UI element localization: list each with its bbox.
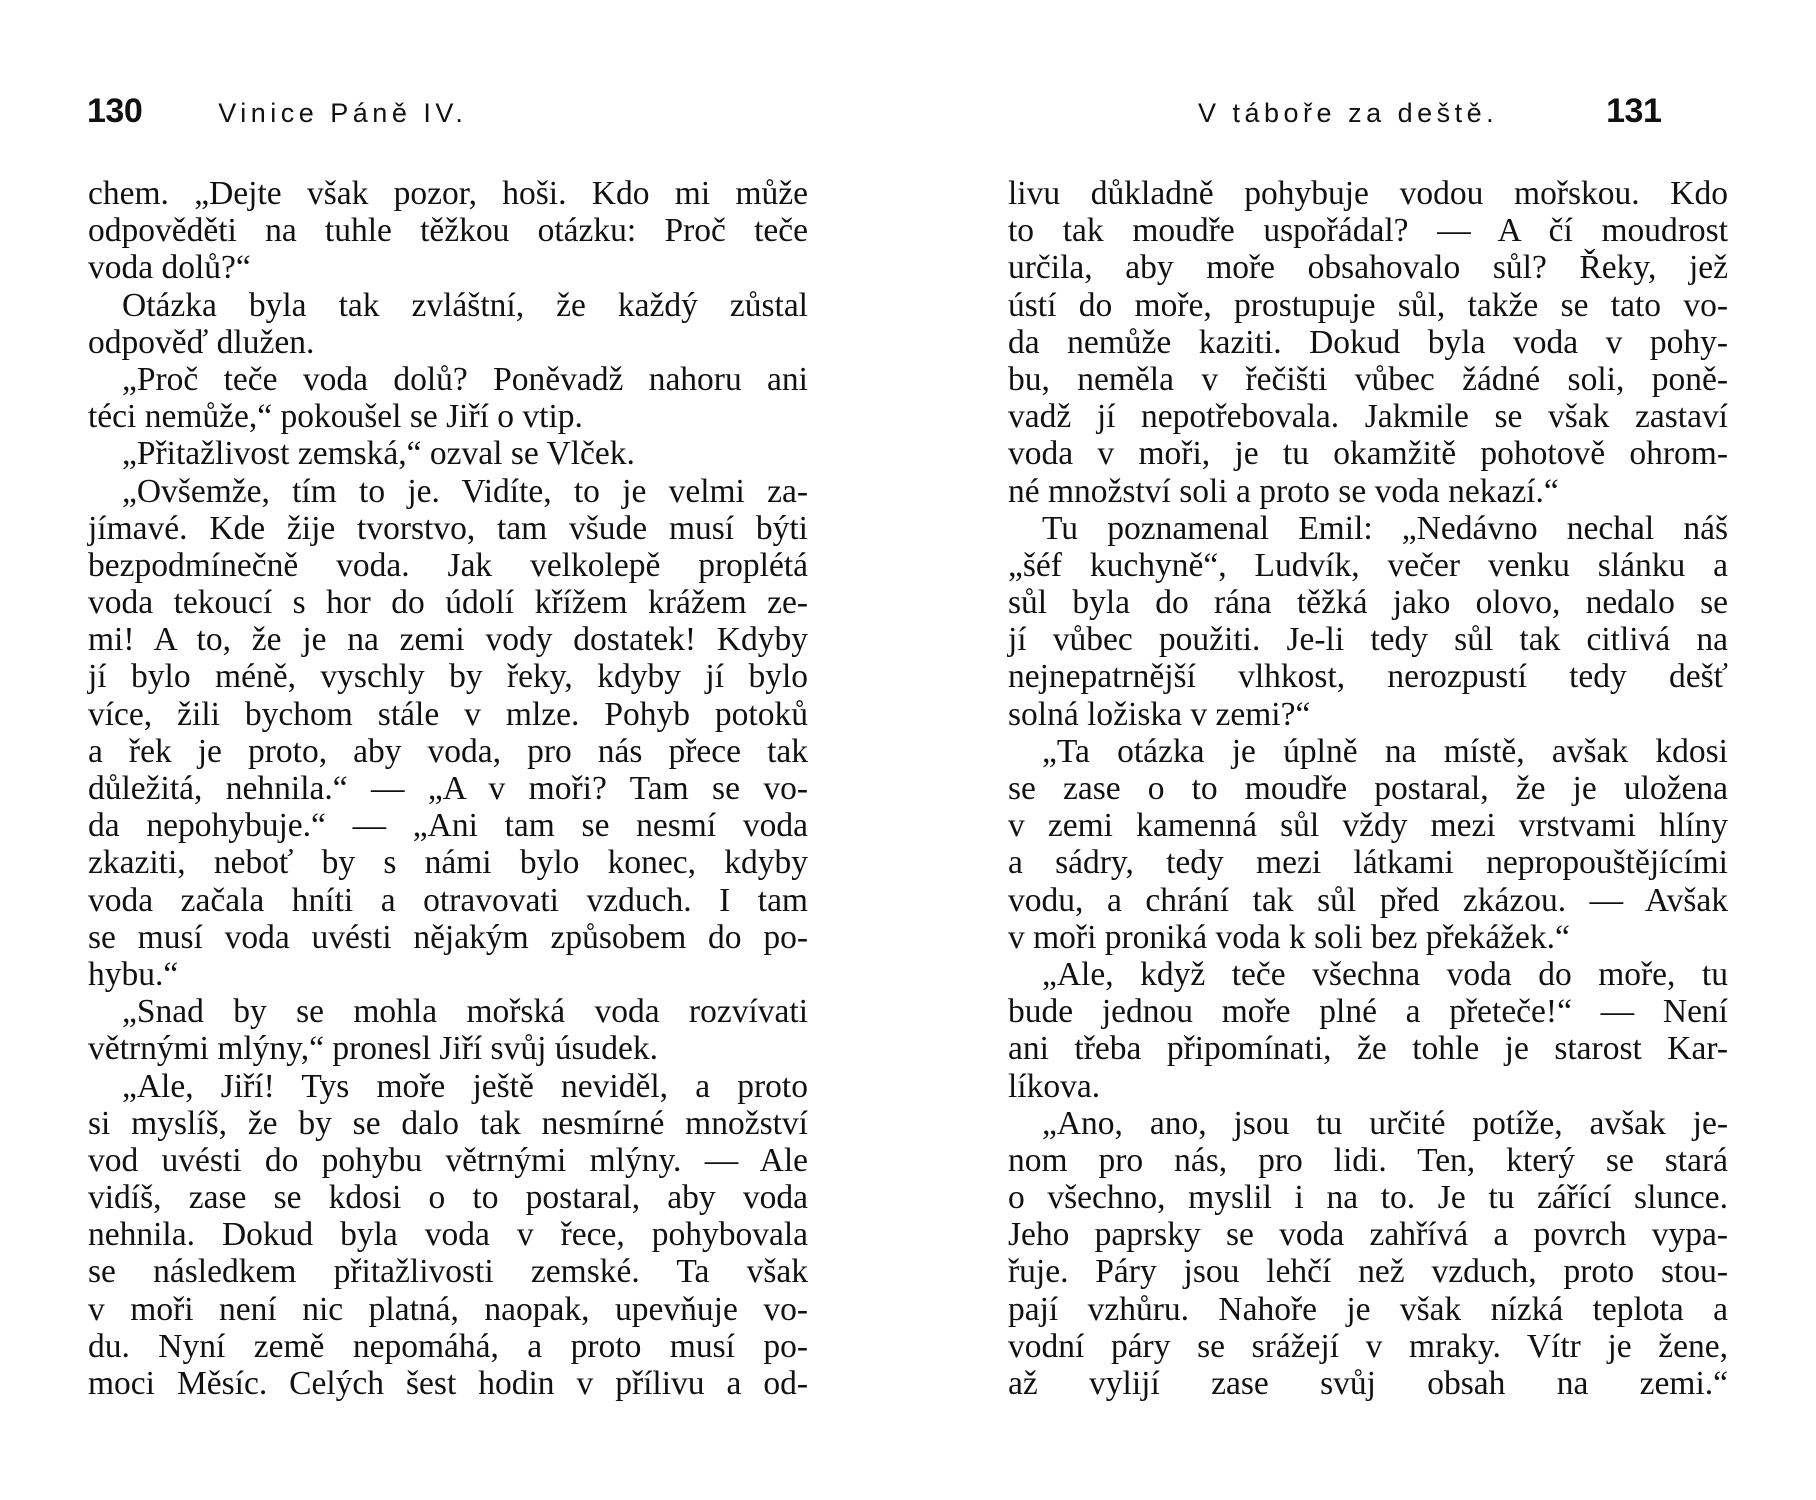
text-line: jí vůbec použiti. Je-li tedy sůl tak citlivá na [1008,621,1728,659]
text-line: řuje. Páry jsou lehčí než vzduch, proto stou- [1008,1253,1728,1291]
text-line: vod uvésti do pohybu větrnými mlýny. — Ale [88,1141,808,1179]
text-line: „Ale, Jiří! Tys moře ještě neviděl, a proto [122,1067,808,1105]
text-line: sůl byla do rána těžká jako olovo, nedalo se [1008,584,1728,622]
text-line: hybu.“ [88,955,179,993]
text-line: Jeho paprsky se voda zahřívá a povrch vypa- [1008,1216,1728,1254]
text-line: vadž jí nepotřebovala. Jakmile se však zastaví [1008,398,1728,436]
text-line: bude jednou moře plné a přeteče!“ — Není [1008,993,1728,1031]
text-line: „Snad by se mohla mořská voda rozvívati [122,993,808,1031]
text-line: jímavé. Kde žije tvorstvo, tam všude musí býti [88,509,808,547]
text-line: větrnými mlýny,“ pronesl Jiří svůj úsudek. [88,1030,659,1068]
text-line: da nemůže kaziti. Dokud byla voda v pohy- [1008,323,1728,361]
left-page-text [88,175,808,1402]
text-line: zkaziti, neboť by s námi bylo konec, kdyby [88,844,808,882]
text-line: voda v moři, je tu okamžitě pohotově ohrom- [1008,435,1728,473]
text-line: se musí voda uvésti nějakým způsobem do po- [88,918,808,956]
text-line: jí bylo méně, vyschly by řeky, kdyby jí bylo [88,658,808,696]
text-line: voda tekoucí s hor do údolí křížem krážem ze- [88,584,808,622]
text-line: chem. „Dejte však pozor, hoši. Kdo mi může [88,175,808,212]
text-line: ústí do moře, prostupuje sůl, takže se tato vo- [1008,286,1728,324]
text-line: voda začala hníti a otravovati vzduch. I tam [88,881,808,919]
text-line: Otázka byla tak zvláštní, že každý zůstal [122,286,808,324]
text-line: moci Měsíc. Celých šest hodin v přílivu a od- [88,1365,808,1402]
text-line: „Přitažlivost zemská,“ ozval se Vlček. [122,435,635,473]
text-line: téci nemůže,“ pokoušel se Jiří o vtip. [88,398,583,436]
text-line: v zemi kamenná sůl vždy mezi vrstvami hlíny [1008,807,1728,845]
text-line: voda dolů?“ [88,249,251,287]
text-line: důležitá, nehnila.“ — „A v moři? Tam se vo- [88,770,808,807]
text-line: odpověď dlužen. [88,323,315,361]
text-line: si myslíš, že by se dalo tak nesmírné množství [88,1104,808,1142]
right-running-title: V táboře za deště. [1198,98,1499,128]
text-line: „Ovšemže, tím to je. Vidíte, to je velmi za- [122,472,808,510]
text-line: více, žili bychom stále v mlze. Pohyb potoků [88,695,808,733]
text-line: v moři není nic platná, naopak, upevňuje vo- [88,1290,808,1328]
text-line: vodní páry se srážejí v mraky. Vítr je žene, [1008,1327,1728,1365]
text-line: mi! A to, že je na zemi vody dostatek! Kdyby [88,621,808,659]
text-line: „Ale, když teče všechna voda do moře, tu [1042,955,1728,993]
left-running-title: Vinice Páně IV. [218,98,468,128]
text-line: du. Nyní země nepomáhá, a proto musí po- [88,1327,808,1365]
right-page [908,0,1816,1500]
text-line: „šéf kuchyně“, Ludvík, večer venku slánku a [1008,546,1728,584]
text-line: odpověděti na tuhle těžkou otázku: Proč teče [88,212,808,250]
left-page-number: 130 [87,92,143,130]
text-line: určila, aby moře obsahovalo sůl? Řeky, jež [1008,249,1728,287]
text-line: „Ta otázka je úplně na místě, avšak kdosi [1042,732,1728,770]
right-page-header [1198,92,1661,140]
text-line: a sádry, tedy mezi látkami nepropouštějícími [1008,844,1728,882]
text-line: nom pro nás, pro lidi. Ten, který se stará [1008,1141,1728,1179]
text-line: vodu, a chrání tak sůl před zkázou. — Avšak [1008,881,1728,919]
text-line: né množství soli a proto se voda nekazí.“ [1008,472,1559,510]
text-line: da nepohybuje.“ — „Ani tam se nesmí voda [88,807,808,845]
text-line: bu, neměla v řečišti vůbec žádné soli, poně- [1008,360,1728,398]
text-line: solná ložiska v zemi?“ [1008,695,1311,733]
text-line: líkova. [1008,1067,1101,1105]
text-line: bezpodmínečně voda. Jak velkolepě proplétá [88,546,808,584]
left-page-header [87,92,467,140]
text-line: livu důkladně pohybuje vodou mořskou. Kdo [1008,175,1728,212]
text-line: vidíš, zase se kdosi o to postaral, aby voda [88,1179,808,1217]
text-line: to tak moudře uspořádal? — A čí moudrost [1008,212,1728,250]
right-page-number: 131 [1606,92,1662,130]
text-line: pají vzhůru. Nahoře je však nízká teplota a [1008,1290,1728,1328]
right-page-text [1008,175,1728,1402]
text-line: ani třeba připomínati, že tohle je starost Kar- [1008,1030,1728,1068]
text-line: Tu poznamenal Emil: „Nedávno nechal náš [1042,509,1728,547]
text-line: se následkem přitažlivosti zemské. Ta však [88,1253,808,1291]
text-line: nejnepatrnější vlhkost, nerozpustí tedy dešť [1008,658,1728,696]
text-line: o všechno, myslil i na to. Je tu zářící slunce. [1008,1179,1728,1217]
text-line: „Proč teče voda dolů? Poněvadž nahoru ani [122,360,808,398]
text-line: nehnila. Dokud byla voda v řece, pohybovala [88,1216,808,1254]
text-line: „Ano, ano, jsou tu určité potíže, avšak je- [1042,1104,1728,1142]
text-line: a řek je proto, aby voda, pro nás přece tak [88,732,808,770]
text-line: se zase o to moudře postaral, že je uložena [1008,770,1728,807]
text-line: až vylijí zase svůj obsah na zemi.“ [1008,1365,1728,1402]
text-line: v moři proniká voda k soli bez překážek.“ [1008,918,1570,956]
